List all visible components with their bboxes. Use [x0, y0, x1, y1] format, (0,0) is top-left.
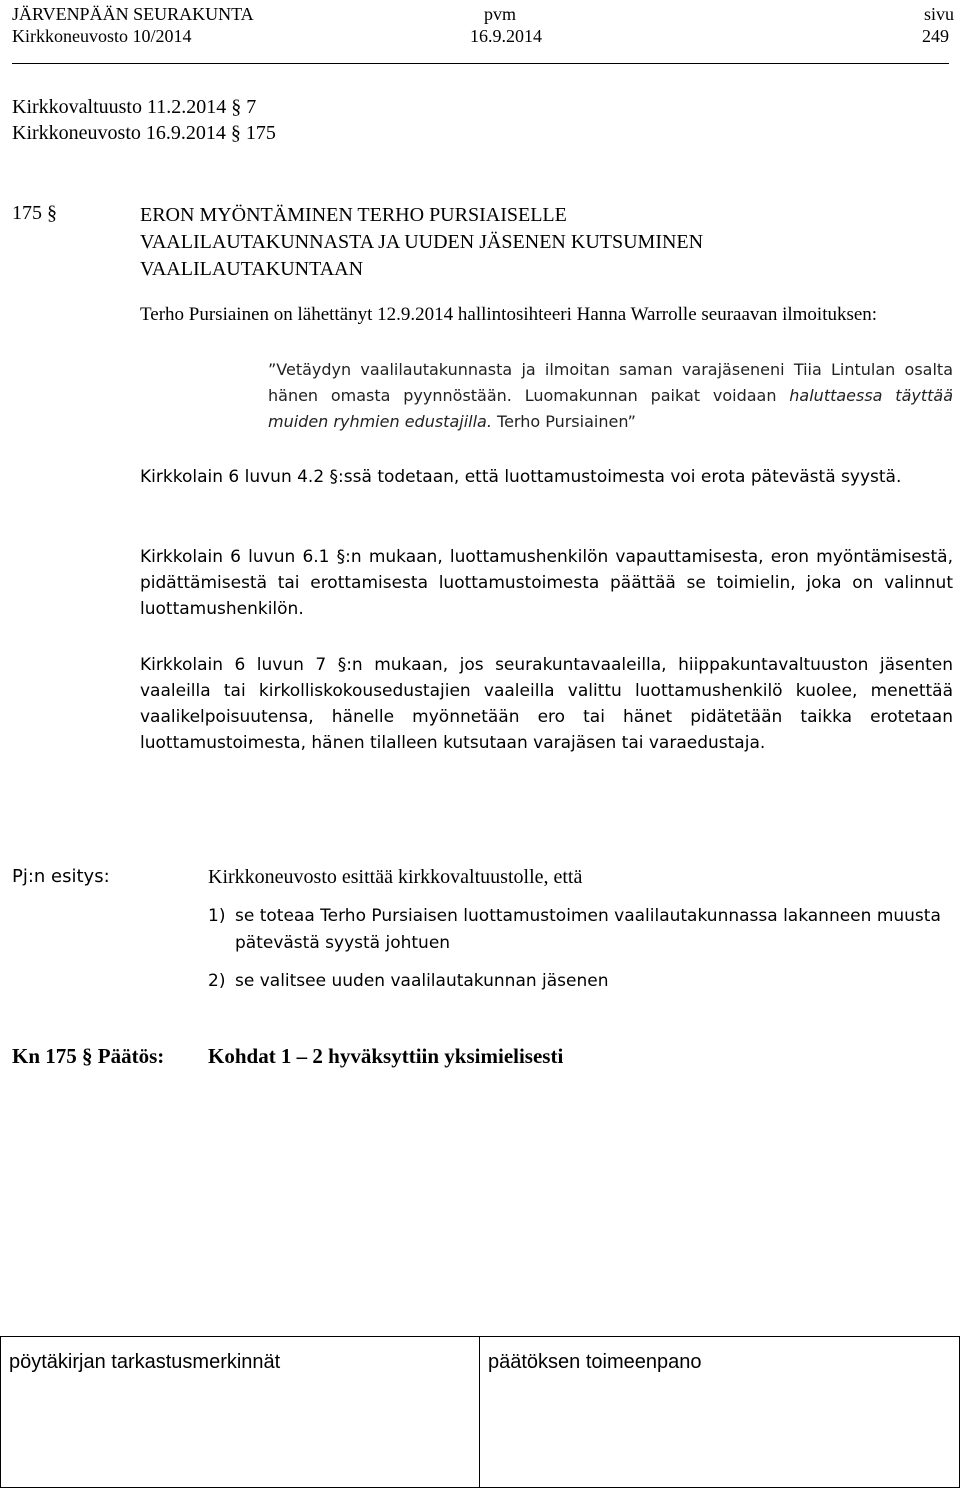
review-marks-label: pöytäkirjan tarkastusmerkinnät	[9, 1351, 281, 1373]
list-item-text: se valitsee uuden vaalilautakunnan jäsenen	[235, 971, 609, 991]
section-title-line: ERON MYÖNTÄMINEN TERHO PURSIAISELLE	[140, 204, 567, 226]
page-label: sivu	[924, 4, 955, 24]
proposal-label: Pj:n esitys:	[12, 866, 110, 887]
list-item-number: 2)	[208, 971, 226, 991]
list-item	[208, 968, 953, 995]
law-paragraph-2: Kirkkolain 6 luvun 6.1 §:n mukaan, luottamushenkilön vapauttamisesta, eron myöntämisestä, pidättämisestä tai erottamisesta luottamustoimesta päättää se toimielin, joka on valinnut luottamushenkilön.	[140, 547, 953, 619]
page-number: 249	[922, 26, 949, 46]
reference-line: Kirkkoneuvosto 16.9.2014 § 175	[12, 122, 276, 144]
proposal-text: Kirkkoneuvosto esittää kirkkovaltuustolle, että	[208, 866, 583, 888]
list-item	[208, 903, 953, 957]
reference-line: Kirkkovaltuusto 11.2.2014 § 7	[12, 96, 257, 118]
list-item-number: 1)	[208, 906, 226, 926]
date-label: pvm	[484, 4, 517, 24]
decision-label: Kn 175 § Päätös:	[12, 1044, 165, 1068]
implementation-label: päätöksen toimeenpano	[488, 1351, 702, 1373]
law-paragraph-3: Kirkkolain 6 luvun 7 §:n mukaan, jos seurakuntavaaleilla, hiippakuntavaltuuston jäsenten vaaleilla tai kirkolliskokousedustajien vaaleilla valittu luottamushenkilö kuolee, menettää vaalikelpoisuutensa, hänelle myönnetään ero tai hänet pidätetään taikka erotetaan luottamustoimesta, hänen tilalleen kutsutaan varajäsen tai varaedustaja.	[140, 655, 953, 753]
quote-text: ”Vetäydyn vaalilautakunnasta ja ilmoitan saman varajäseneni Tiia Lintulan osalta hänen omasta pyynnöstään. Luomakunnan paikat voidaan	[268, 360, 953, 405]
quote-signature: Terho Pursiainen”	[491, 412, 636, 431]
quoted-notice	[268, 357, 953, 435]
section-number: 175 §	[12, 202, 57, 224]
meeting-name: Kirkkoneuvosto 10/2014	[12, 26, 192, 46]
organization-name: JÄRVENPÄÄN SEURAKUNTA	[12, 4, 254, 24]
intro-paragraph: Terho Pursiainen on lähettänyt 12.9.2014 hallintosihteeri Hanna Warrolle seuraavan ilmoituksen:	[140, 304, 878, 325]
section-title-line: VAALILAUTAKUNNASTA JA UUDEN JÄSENEN KUTSUMINEN	[140, 231, 704, 253]
law-paragraph-1: Kirkkolain 6 luvun 4.2 §:ssä todetaan, että luottamustoimesta voi erota pätevästä syystä.	[140, 467, 902, 487]
review-marks-box	[0, 1336, 480, 1488]
section-title-line: VAALILAUTAKUNTAAN	[140, 258, 364, 280]
list-item-text: se toteaa Terho Pursiaisen luottamustoimen vaalilautakunnassa lakanneen muusta pätevästä syystä johtuen	[235, 906, 941, 953]
section-title	[140, 202, 900, 283]
header-divider	[12, 63, 949, 64]
implementation-box	[479, 1336, 960, 1488]
meeting-date: 16.9.2014	[470, 26, 542, 46]
decision-text: Kohdat 1 – 2 hyväksyttiin yksimielisesti	[208, 1044, 564, 1068]
quote-italic-text: haluttaessa täyttää muiden ryhmien edustajilla.	[268, 386, 953, 431]
proposal-list	[208, 903, 953, 995]
